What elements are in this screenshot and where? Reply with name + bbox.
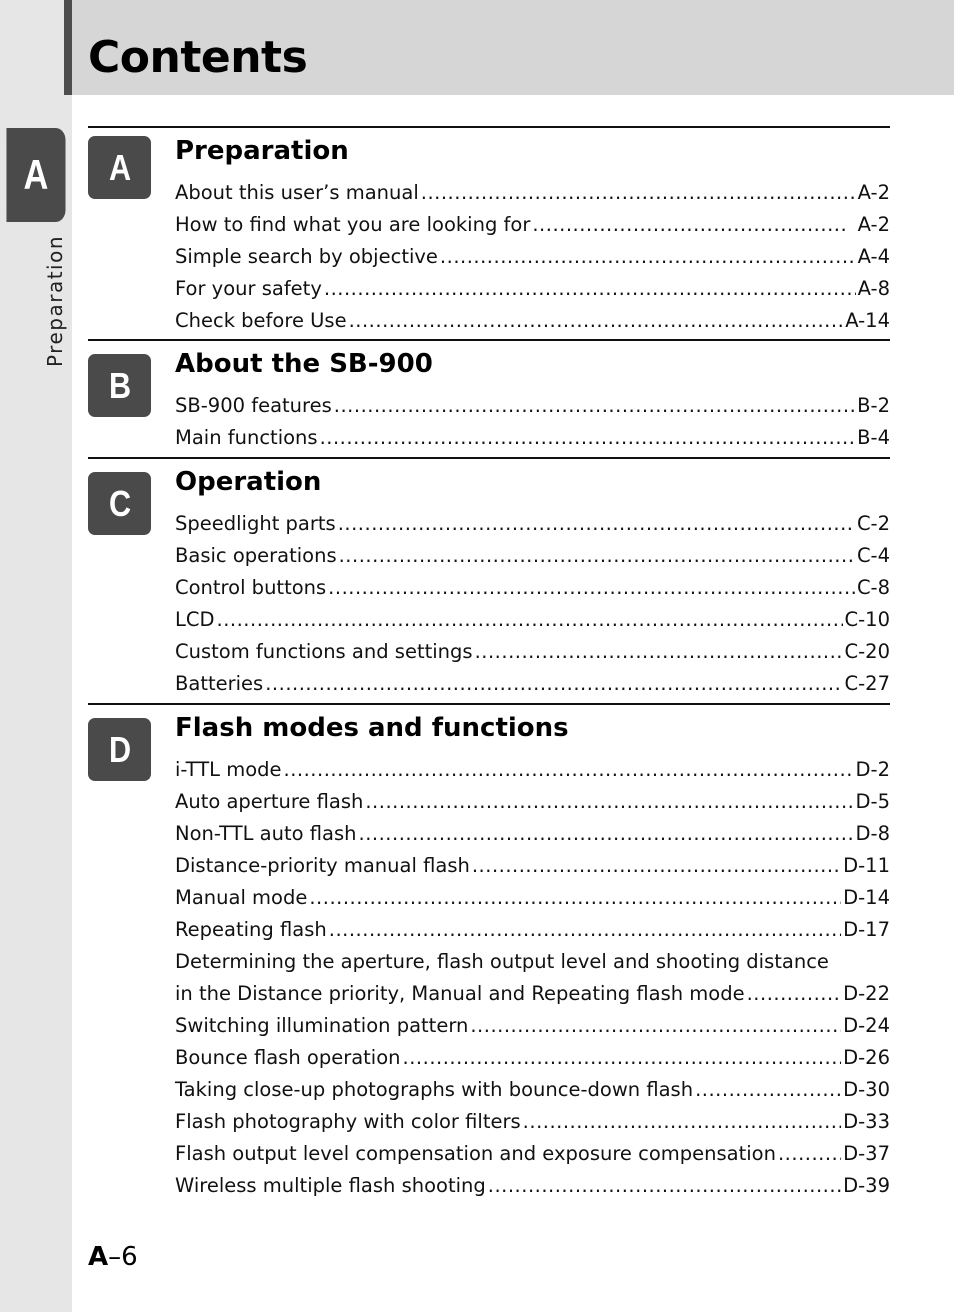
page-number-letter: A (88, 1242, 109, 1272)
header-accent-bar (64, 0, 72, 95)
side-tab-letter: A (6, 128, 65, 222)
section-rule (88, 703, 890, 705)
section-title: About the SB-900 (175, 349, 433, 379)
toc-entry[interactable]: Distance-priority manual flash ..... D-11 (175, 845, 890, 877)
entry-list (175, 385, 890, 449)
toc-entry[interactable]: Determining the aperture, flash output level and shooting distance in the Distance priority, Manual and Repeating flash mode ..... D-22 (175, 941, 890, 1005)
page-title: Contents (88, 32, 308, 83)
toc-entry[interactable]: Custom functions and settings ..... C-20 (175, 631, 890, 663)
section-title: Operation (175, 467, 322, 497)
toc-entry[interactable]: Non-TTL auto flash ..... D-8 (175, 813, 890, 845)
toc-entry[interactable]: i-TTL mode ..... D-2 (175, 749, 890, 781)
toc-entry[interactable]: Taking close-up photographs with bounce-down flash ..... D-30 (175, 1069, 890, 1101)
section-rule (88, 457, 890, 459)
section-rule (88, 339, 890, 341)
toc-entry[interactable]: Repeating flash ..... D-17 (175, 909, 890, 941)
toc-entry[interactable]: Wireless multiple flash shooting ..... D-39 (175, 1165, 890, 1197)
toc-entry[interactable]: How to find what you are looking for ..... A-2 (175, 204, 890, 236)
section-title: Flash modes and functions (175, 713, 569, 743)
section-d (88, 703, 890, 1203)
toc-entry[interactable]: Main functions ..... B-4 (175, 417, 890, 449)
section-a (88, 126, 890, 340)
entry-list (175, 749, 890, 1197)
toc-entry[interactable]: Batteries ..... C-27 (175, 663, 890, 695)
toc-entry[interactable]: Switching illumination pattern ..... D-24 (175, 1005, 890, 1037)
section-badge: C (88, 472, 151, 535)
section-badge: B (88, 354, 151, 417)
toc-entry[interactable]: Auto aperture flash ..... D-5 (175, 781, 890, 813)
section-badge: A (88, 136, 151, 199)
entry-list (175, 172, 890, 332)
toc-entry[interactable]: Flash output level compensation and exposure compensation ..... D-37 (175, 1133, 890, 1165)
side-tab-label: Preparation (43, 234, 67, 368)
page-number (88, 1244, 138, 1270)
toc-entry[interactable]: For your safety ..... A-8 (175, 268, 890, 300)
page-number-value: –6 (108, 1242, 138, 1272)
toc-entry[interactable]: Bounce flash operation ..... D-26 (175, 1037, 890, 1069)
toc-entry[interactable]: Check before Use ..... A-14 (175, 300, 890, 332)
section-b (88, 339, 890, 458)
toc-entry[interactable]: About this user’s manual ..... A-2 (175, 172, 890, 204)
toc-entry[interactable]: LCD ..... C-10 (175, 599, 890, 631)
toc-entry[interactable]: Basic operations ..... C-4 (175, 535, 890, 567)
toc-entry[interactable]: Manual mode ..... D-14 (175, 877, 890, 909)
section-rule (88, 126, 890, 128)
toc-entry[interactable]: Simple search by objective ..... A-4 (175, 236, 890, 268)
toc-entry[interactable]: Speedlight parts ..... C-2 (175, 503, 890, 535)
section-title: Preparation (175, 136, 349, 166)
toc-entry[interactable]: SB-900 features ..... B-2 (175, 385, 890, 417)
section-badge: D (88, 718, 151, 781)
toc-entry[interactable]: Flash photography with color filters ..... D-33 (175, 1101, 890, 1133)
toc-entry[interactable]: Control buttons ..... C-8 (175, 567, 890, 599)
section-c (88, 457, 890, 704)
entry-list (175, 503, 890, 695)
